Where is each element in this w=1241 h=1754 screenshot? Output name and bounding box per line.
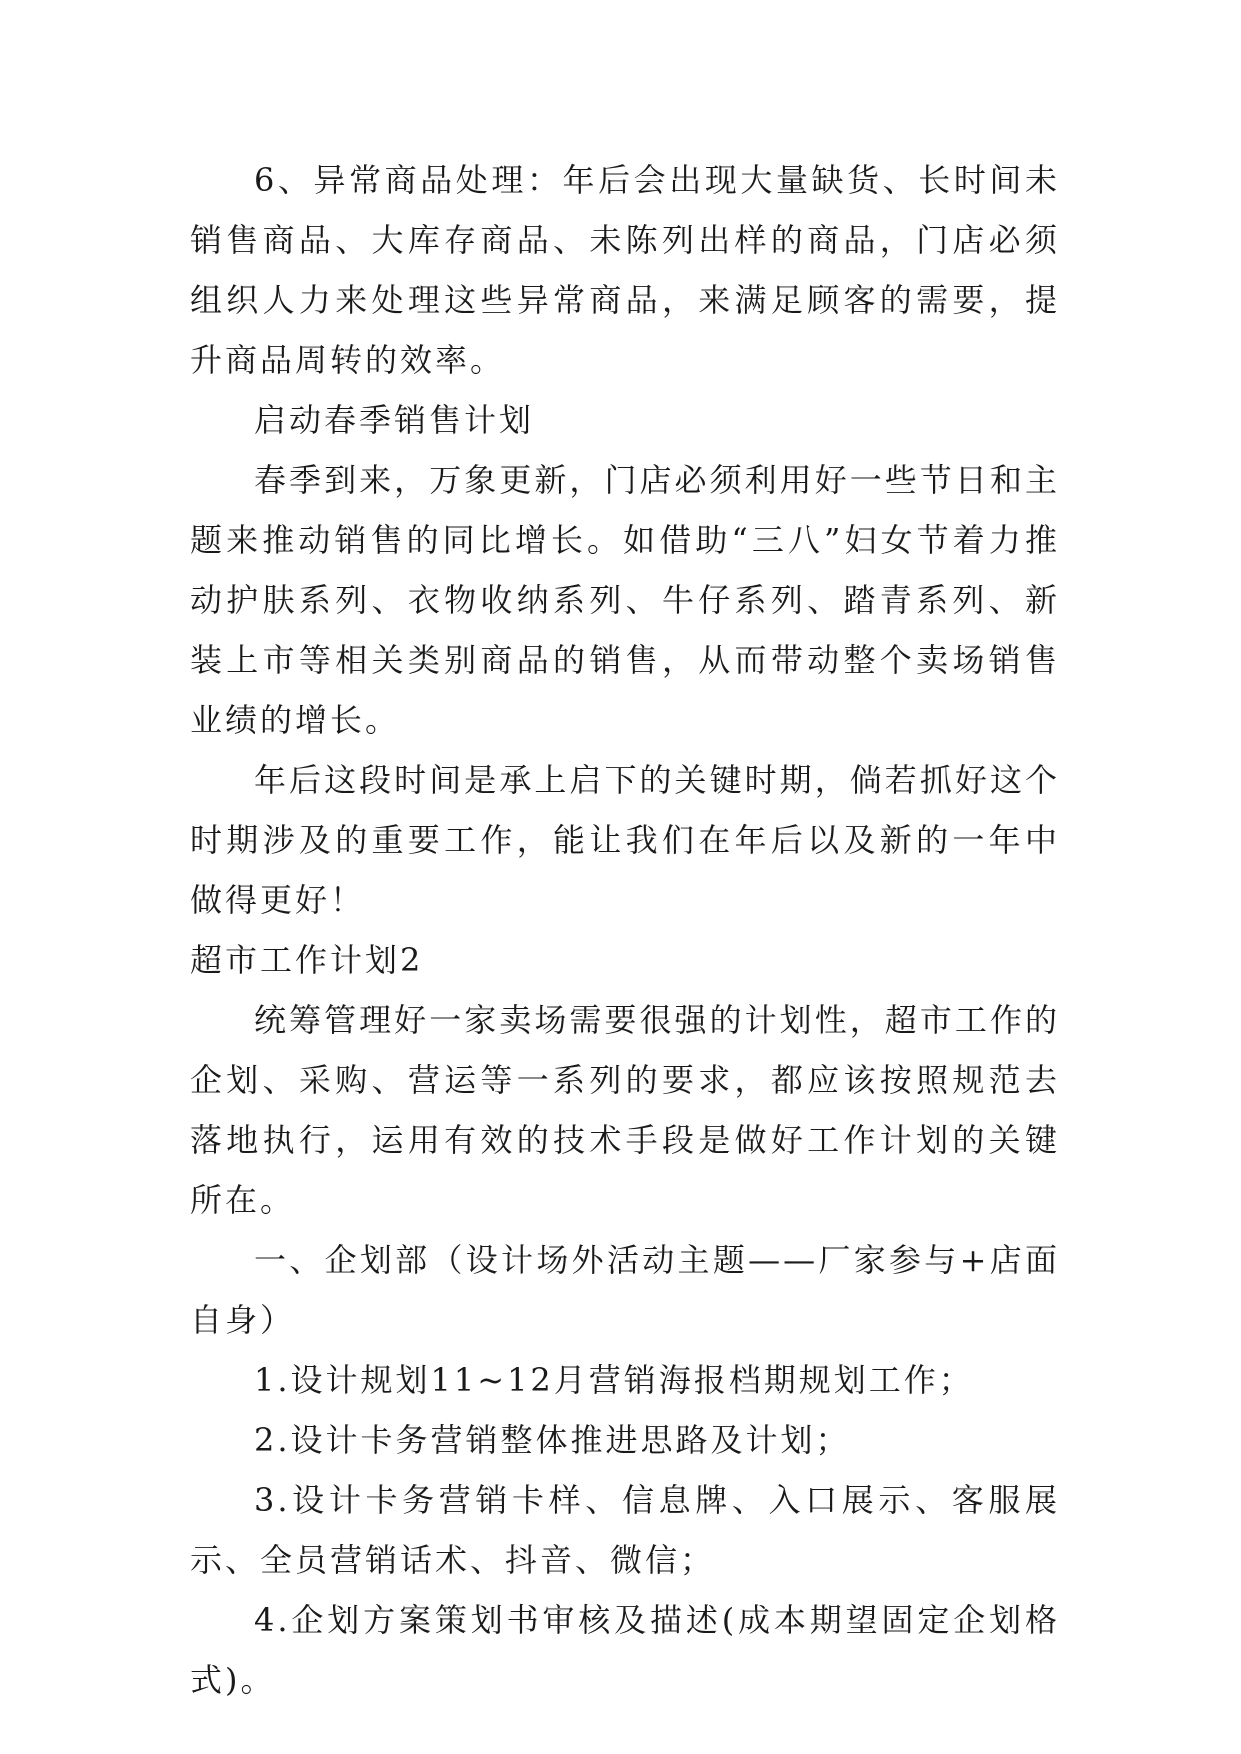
paragraph-key-period: 年后这段时间是承上启下的关键时期，倘若抓好这个时期涉及的重要工作，能让我们在年后以及新的一年中做得更好！	[190, 761, 1060, 919]
paragraph-planning-dept: 一、企划部（设计场外活动主题——厂家参与+店面自身）	[190, 1241, 1060, 1339]
paragraph-spring-plan-title: 启动春季销售计划	[254, 401, 535, 439]
paragraph-planning-intro: 统筹管理好一家卖场需要很强的计划性，超市工作的企划、采购、营运等一系列的要求，都应该按照规范去落地执行，运用有效的技术手段是做好工作计划的关键所在。	[190, 1001, 1060, 1219]
document-page	[190, 150, 1060, 1710]
list-item-3: 3.设计卡务营销卡样、信息牌、入口展示、客服展示、全员营销话术、抖音、微信；	[190, 1481, 1060, 1579]
list-item-2: 2.设计卡务营销整体推进思路及计划；	[254, 1421, 851, 1459]
list-item-1: 1.设计规划11~12月营销海报档期规划工作；	[254, 1361, 974, 1399]
list-item-4: 4.企划方案策划书审核及描述(成本期望固定企划格式)。	[190, 1601, 1060, 1699]
section-heading: 超市工作计划2	[190, 941, 424, 979]
paragraph-spring-sales: 春季到来，万象更新，门店必须利用好一些节日和主题来推动销售的同比增长。如借助“三八”妇女节着力推动护肤系列、衣物收纳系列、牛仔系列、踏青系列、新装上市等相关类别商品的销售，从而带动整个卖场销售业绩的增长。	[190, 461, 1060, 739]
paragraph-abnormal-goods: 6、异常商品处理：年后会出现大量缺货、长时间未销售商品、大库存商品、未陈列出样的商品，门店必须组织人力来处理这些异常商品，来满足顾客的需要，提升商品周转的效率。	[190, 161, 1060, 379]
